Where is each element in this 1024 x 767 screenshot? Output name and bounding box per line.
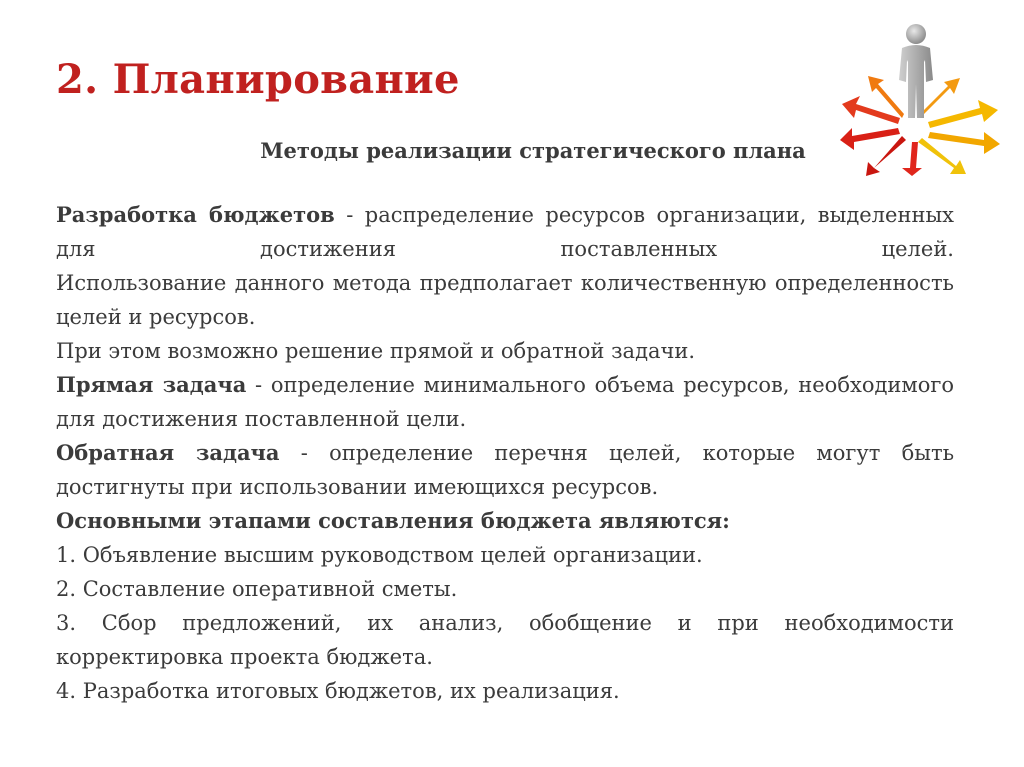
paragraph-text: Использование данного метода предполагает количественную определенность целей и ресурсов.: [56, 271, 954, 329]
list-item-stage-2: [56, 572, 954, 606]
stage-text: 3. Сбор предложений, их анализ, обобщение и при необходимости корректировка проекта бюджета.: [56, 611, 954, 669]
paragraph-method-usage: [56, 266, 954, 334]
slide-subtitle: Методы реализации стратегического плана: [260, 138, 806, 163]
list-item-stage-1: [56, 538, 954, 572]
slide-title: 2. Планирование: [56, 56, 460, 103]
term-inverse-task: Обратная задача: [56, 440, 280, 465]
stage-text: 1. Объявление высшим руководством целей организации.: [56, 543, 703, 567]
paragraph-stages-heading: [56, 504, 954, 538]
paragraph-direct-task: [56, 368, 954, 436]
paragraph-text: - определение минимального объема ресурсов, необходимого для достижения поставленной цели.: [56, 373, 955, 431]
list-item-stage-3: [56, 606, 954, 674]
paragraph-text: При этом возможно решение прямой и обратной задачи.: [56, 339, 696, 363]
stage-text: 4. Разработка итоговых бюджетов, их реализация.: [56, 679, 620, 703]
paragraph-text: - распределение ресурсов организации, выделенных для достижения поставленных целей.: [56, 203, 954, 261]
paragraph-tasks-intro: [56, 334, 954, 368]
stage-text: 2. Составление оперативной сметы.: [56, 577, 458, 601]
slide-body: [56, 198, 954, 708]
arrow-orange-2: [922, 78, 960, 114]
paragraph-inverse-task: [56, 436, 954, 504]
term-budget-development: Разработка бюджетов: [56, 202, 335, 227]
person-figure: [899, 24, 933, 118]
arrow-yellow-1: [928, 100, 998, 128]
list-item-stage-4: [56, 674, 954, 708]
paragraph-text: - определение перечня целей, которые могут быть достигнуты при использовании имеющихся ресурсов.: [56, 441, 954, 499]
paragraph-budget-definition: [56, 198, 954, 266]
term-direct-task: Прямая задача: [56, 372, 247, 397]
stages-heading: Основными этапами составления бюджета являются:: [56, 508, 730, 533]
